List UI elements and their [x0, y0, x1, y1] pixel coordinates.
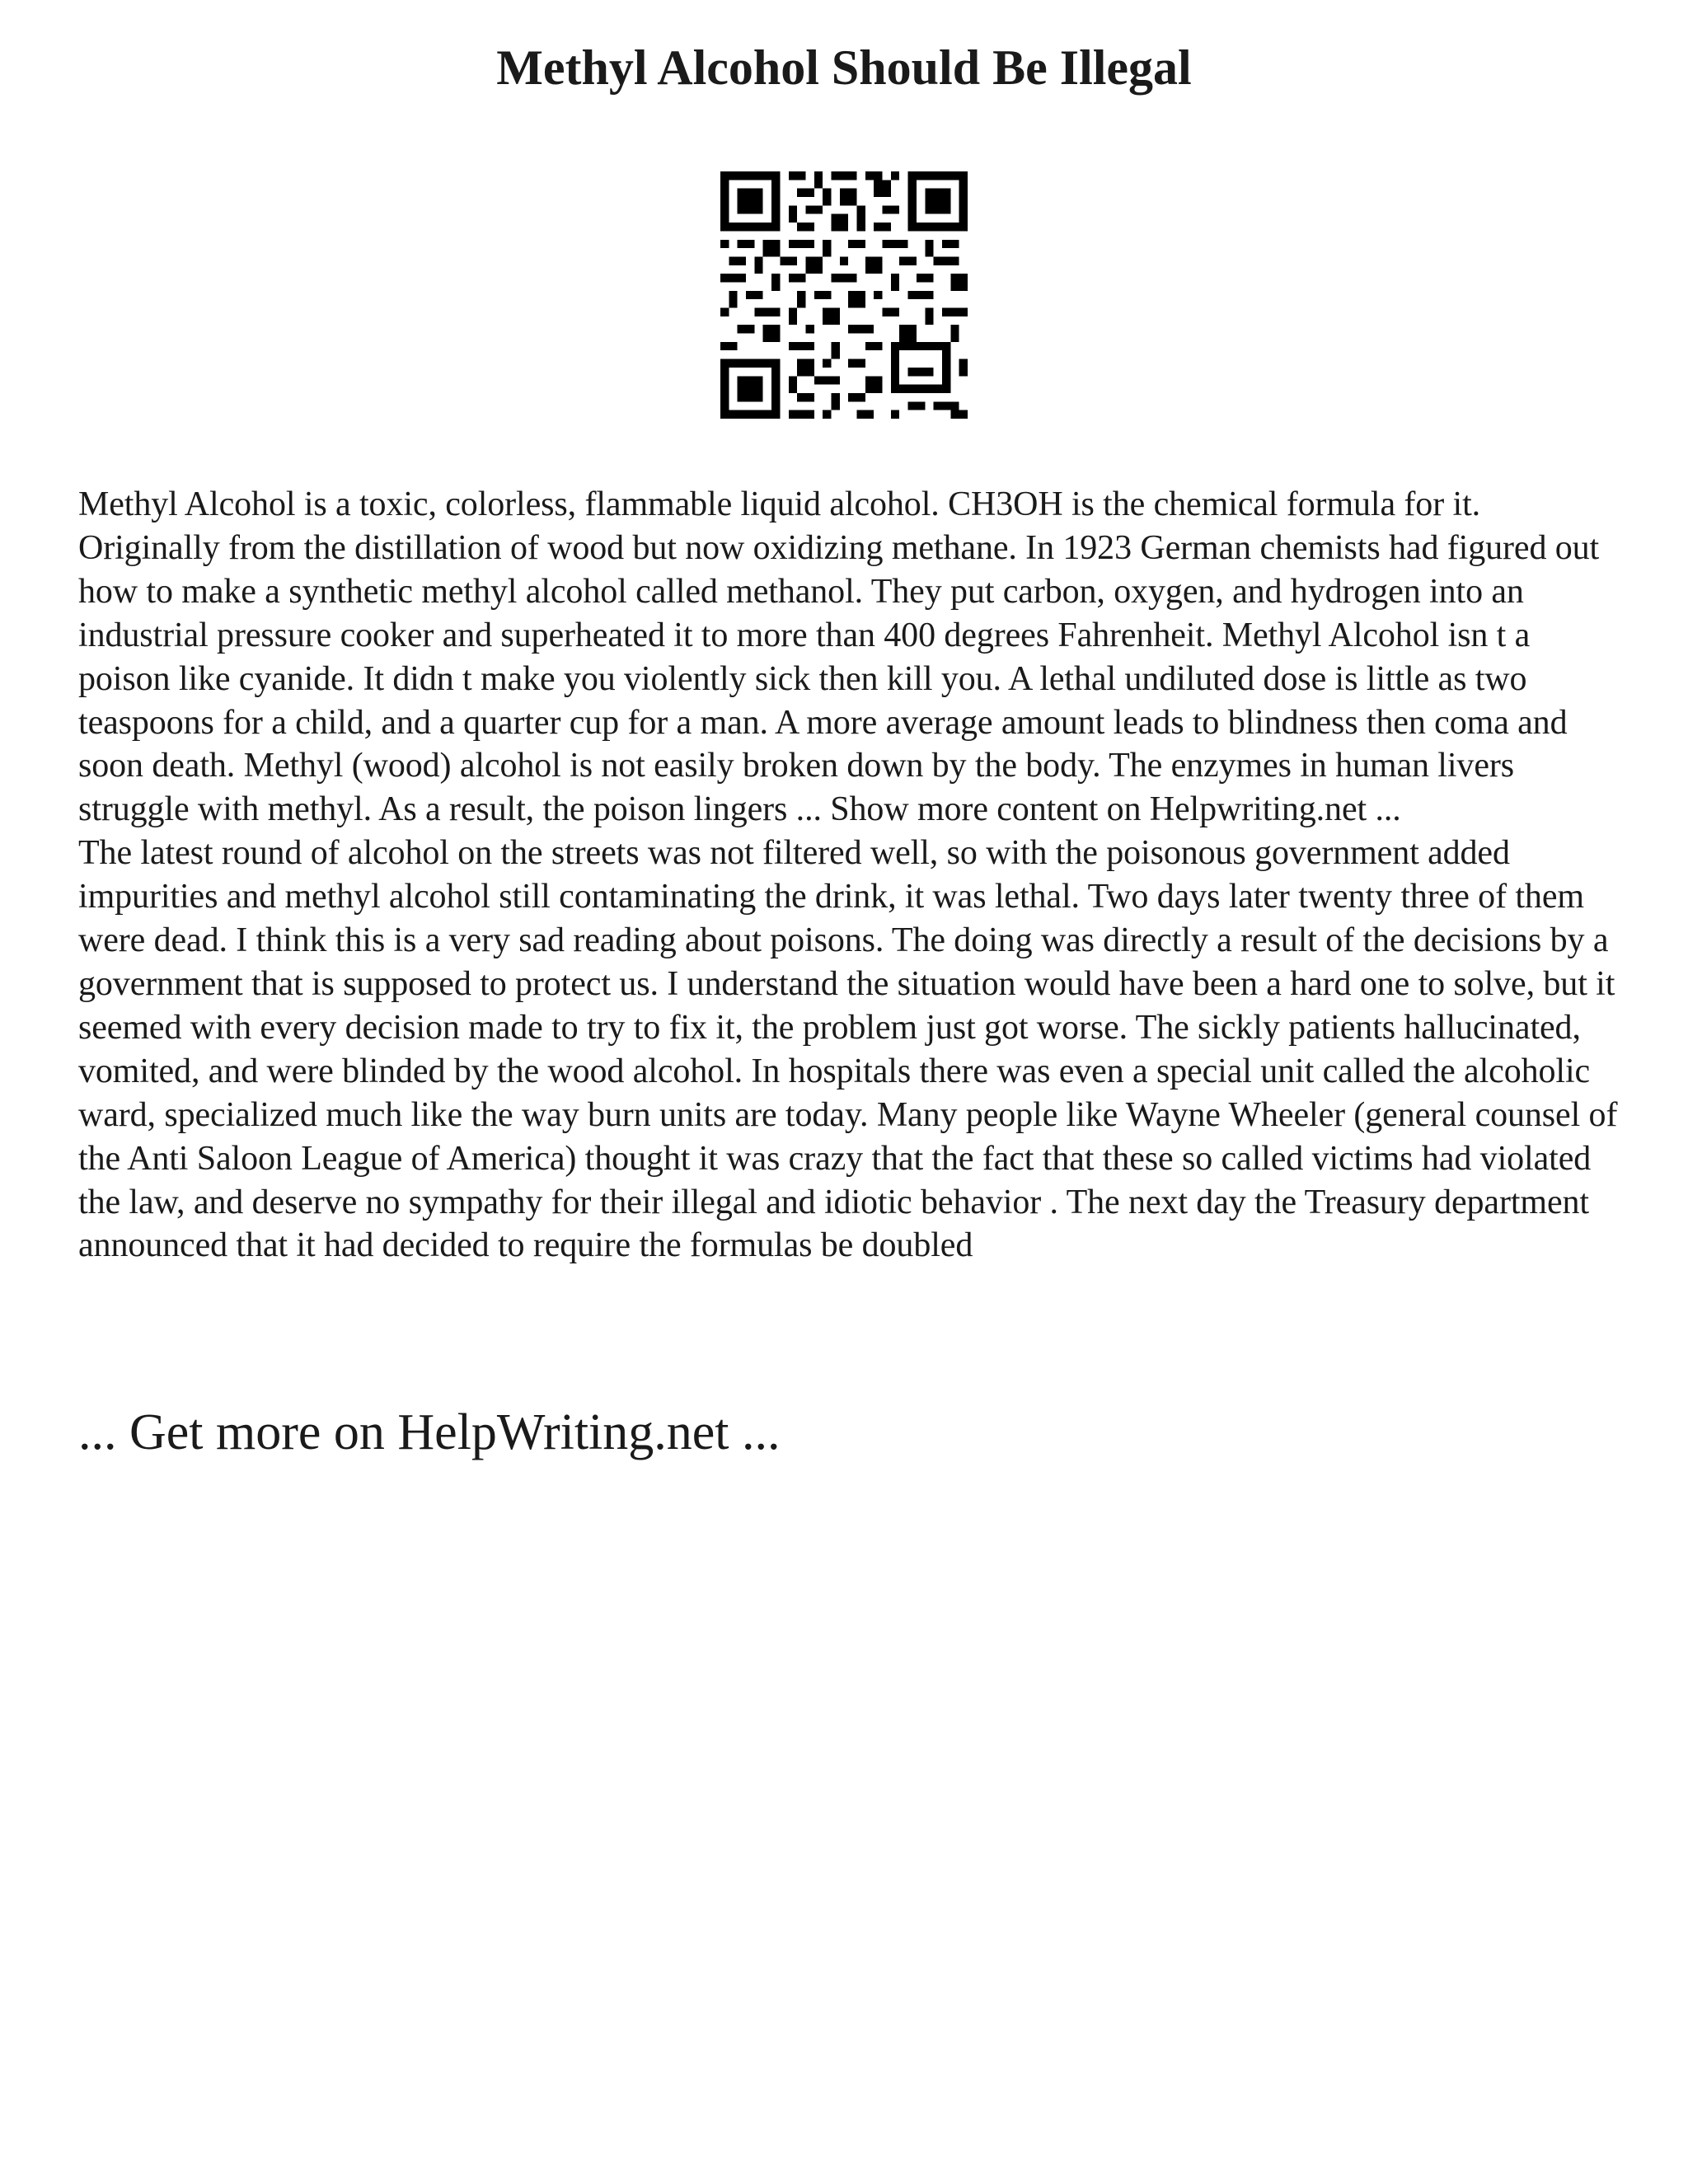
paragraph: The latest round of alcohol on the streets was not filtered well, so with the poisonous government added impurities and methyl alcohol still contaminating the drink, it was lethal. Two days later twenty three of them were dead. I think this is a very sad reading about poisons. The doing was directly a result of the decisions by a government that is supposed to protect us. I understand the situation would have been a hard one to solve, but it seemed with every decision made to try to fix it, the problem just got worse. The sickly patients hallucinated, vomited, and were blinded by the wood alcohol. In hospitals there was even a special unit called the alcoholic ward, specialized much like the way burn units are today. Many people like Wayne Wheeler (general counsel of the Anti Saloon League of America) thought it was crazy that the fact that these so called victims had violated the law, and deserve no sympathy for their illegal and idiotic behavior . The next day the Treasury department announced that it had decided to require the formulas be doubled — [78, 834, 1618, 1265]
paragraph: Methyl Alcohol is a toxic, colorless, flammable liquid alcohol. CH3OH is the chemical formula for it. Originally from the distillation of wood but now oxidizing methane. In 1923 German chemists had figured out how to make a synthetic methyl alcohol called methanol. They put carbon, oxygen, and hydrogen into an industrial pressure cooker and superheated it to more than 400 degrees Fahrenheit. Methyl Alcohol isn t a poison like cyanide. It didn t make you violently sick then kill you. A lethal undiluted dose is little as two teaspoons for a child, and a quarter cup for a man. A more average amount leads to blindness then coma and soon death. Methyl (wood) alcohol is not easily broken down by the body. The enzymes in human livers struggle with methyl. As a result, the poison lingers ... Show more content on Helpwriting.net ... — [78, 485, 1600, 829]
document-title: Methyl Alcohol Should Be Illegal — [496, 40, 1192, 95]
qr-code — [720, 171, 968, 419]
article-body — [78, 483, 1628, 1268]
get-more-link[interactable]: ... Get more on HelpWriting.net ... — [78, 1404, 781, 1460]
